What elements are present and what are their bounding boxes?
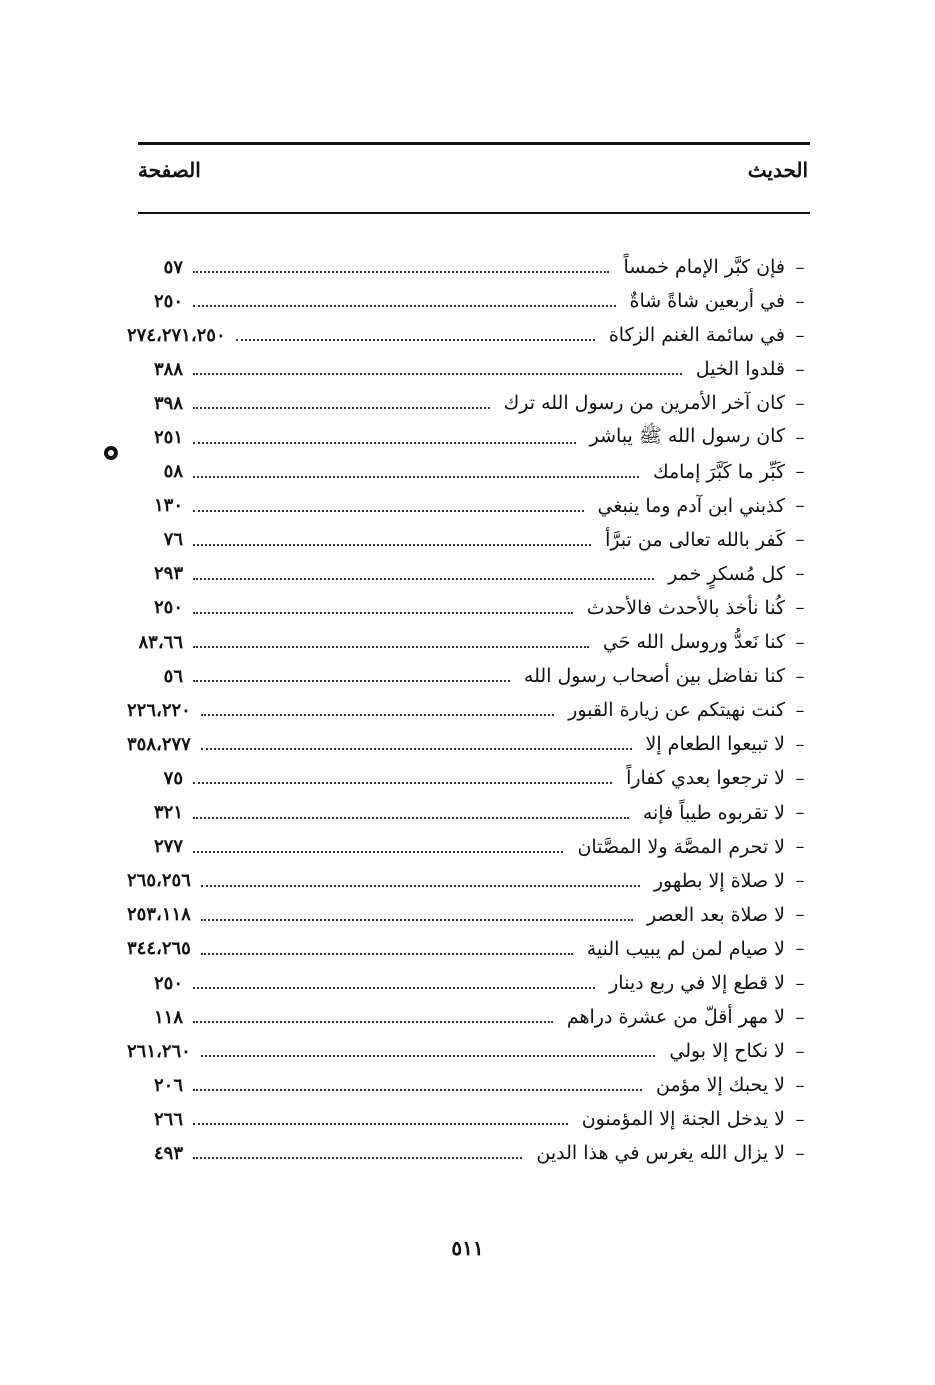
header-bottom-rule (138, 212, 810, 214)
index-entry (125, 830, 815, 864)
entry-page-numbers: ٣٩٨ (153, 392, 183, 414)
entry-hadith-text: لا قطع إلا في ربع دينار (609, 972, 785, 995)
index-entry (125, 1068, 815, 1102)
dot-leader (193, 269, 609, 273)
entry-dash: – (795, 972, 805, 994)
dot-leader (201, 883, 640, 887)
entry-hadith-text: لا يحبك إلا مؤمن (655, 1074, 785, 1097)
entry-page-numbers: ٣٨٨ (153, 358, 183, 380)
dot-leader (193, 644, 589, 648)
dot-leader (193, 576, 654, 580)
entry-dash: – (795, 767, 805, 789)
dot-leader (193, 1121, 568, 1125)
entry-dash: – (795, 529, 805, 551)
entry-hadith-text: في أربعين شاةً شاةٌ (629, 290, 785, 313)
entry-dash: – (795, 427, 805, 449)
dot-leader (193, 1087, 642, 1091)
dot-leader (193, 678, 510, 682)
entry-page-numbers: ٢٧٤،٢٧١،٢٥٠ (127, 324, 226, 346)
entry-hadith-text: كذبني ابن آدم وما ينبغي (597, 494, 785, 517)
entry-dash: – (795, 563, 805, 585)
entry-hadith-text: قلدوا الخيل (695, 358, 785, 381)
index-entry (125, 284, 815, 318)
dot-leader (193, 371, 682, 375)
entry-hadith-text: كُنا نأخذ بالأحدث فالأحدث (586, 596, 785, 619)
entry-page-numbers: ١٣٠ (153, 495, 183, 517)
index-entry (125, 591, 815, 625)
entry-dash: – (795, 904, 805, 926)
entry-hadith-text: لا يزال الله يغرس في هذا الدين (536, 1142, 785, 1165)
entry-hadith-text: كَبِّر ما كَبَّرَ إمامك (652, 460, 785, 483)
entry-page-numbers: ٣٤٤،٢٦٥ (127, 938, 191, 960)
entry-page-numbers: ٥٧ (163, 256, 183, 278)
entry-page-numbers: ٢٥٠ (153, 972, 183, 994)
entry-page-numbers: ٢٢٦،٢٢٠ (127, 699, 191, 721)
index-entry (125, 1136, 815, 1170)
index-entry (125, 557, 815, 591)
entry-hadith-text: لا صلاة إلا بطهور (653, 869, 785, 892)
index-entry (125, 1034, 815, 1068)
entry-hadith-text: كل مُسكرٍ خمر (668, 562, 785, 585)
entry-dash: – (795, 870, 805, 892)
entry-hadith-text: فإن كبَّر الإمام خمساً (623, 256, 785, 279)
entry-page-numbers: ٢٠٦ (153, 1074, 183, 1096)
index-entry (125, 318, 815, 352)
index-entry (125, 966, 815, 1000)
entry-dash: – (795, 631, 805, 653)
column-header-page: الصفحة (138, 158, 201, 182)
dot-leader (193, 542, 591, 546)
hadith-index-list (125, 250, 815, 1171)
dot-leader (193, 508, 584, 512)
entry-page-numbers: ٢٥٠ (153, 290, 183, 312)
entry-page-numbers: ١١٨ (153, 1006, 183, 1028)
entry-page-numbers: ٢٦١،٢٦٠ (127, 1040, 191, 1062)
entry-page-numbers: ٢٦٦ (153, 1108, 183, 1130)
top-rule (138, 142, 810, 145)
entry-dash: – (795, 392, 805, 414)
dot-leader (236, 337, 595, 341)
index-entry (125, 523, 815, 557)
entry-dash: – (795, 1142, 805, 1164)
entry-dash: – (795, 699, 805, 721)
dot-leader (193, 1019, 553, 1023)
dot-leader (193, 303, 616, 307)
entry-hadith-text: كَفر بالله تعالى من تبرَّأ (605, 528, 785, 551)
entry-page-numbers: ٢٥١ (153, 427, 183, 449)
entry-dash: – (795, 358, 805, 380)
page-number: ٥١١ (451, 1236, 484, 1260)
index-entry (125, 796, 815, 830)
index-entry (125, 693, 815, 727)
entry-dash: – (795, 733, 805, 755)
index-entry (125, 932, 815, 966)
entry-page-numbers: ٣٢١ (153, 802, 183, 824)
column-header-hadith: الحديث (747, 158, 808, 182)
index-entry (125, 864, 815, 898)
dot-leader (193, 849, 563, 853)
entry-dash: – (795, 1074, 805, 1096)
entry-hadith-text: لا نكاح إلا بولي (669, 1040, 785, 1063)
entry-dash: – (795, 836, 805, 858)
entry-dash: – (795, 461, 805, 483)
entry-dash: – (795, 665, 805, 687)
dot-leader (201, 746, 632, 750)
index-entry (125, 727, 815, 761)
index-entry (125, 420, 815, 454)
entry-page-numbers: ٧٦ (163, 529, 183, 551)
entry-page-numbers: ٢٥٠ (153, 597, 183, 619)
entry-dash: – (795, 1040, 805, 1062)
dot-leader (201, 951, 573, 955)
index-entry (125, 386, 815, 420)
entry-hadith-text: لا تحرم المصَّة ولا المصَّتان (577, 835, 785, 858)
index-entry (125, 1000, 815, 1034)
dot-leader (201, 917, 633, 921)
entry-page-numbers: ٤٩٣ (153, 1142, 183, 1164)
index-entry (125, 898, 815, 932)
entry-dash: – (795, 495, 805, 517)
entry-hadith-text: لا مهر أقلّ من عشرة دراهم (566, 1006, 785, 1029)
dot-leader (193, 440, 576, 444)
entry-hadith-text: لا صيام لمن لم يبيب النية (586, 937, 785, 960)
entry-page-numbers: ٣٥٨،٢٧٧ (127, 733, 191, 755)
entry-dash: – (795, 1108, 805, 1130)
entry-dash: – (795, 938, 805, 960)
index-entry (125, 659, 815, 693)
index-entry (125, 489, 815, 523)
index-entry (125, 761, 815, 795)
entry-hadith-text: كنا نفاضل بين أصحاب رسول الله (523, 665, 785, 688)
entry-dash: – (795, 597, 805, 619)
dot-leader (193, 405, 490, 409)
index-entry (125, 1102, 815, 1136)
entry-page-numbers: ٢٩٣ (153, 563, 183, 585)
dot-leader (201, 712, 554, 716)
entry-hadith-text: لا تبيعوا الطعام إلا (645, 733, 785, 756)
entry-hadith-text: لا صلاة بعد العصر (646, 903, 785, 926)
entry-hadith-text: لا يدخل الجنة إلا المؤمنون (581, 1108, 785, 1131)
entry-dash: – (795, 256, 805, 278)
entry-dash: – (795, 290, 805, 312)
entry-dash: – (795, 324, 805, 346)
entry-hadith-text: كان رسول الله ﷺ يباشر (589, 424, 785, 447)
index-entry (125, 625, 815, 659)
entry-page-numbers: ٢٧٧ (153, 836, 183, 858)
entry-hadith-text: لا ترجعوا بعدي كفاراً (626, 767, 785, 790)
entry-hadith-text: كنا نَعدُّ وروسل الله حَي (602, 631, 785, 654)
index-entry (125, 250, 815, 284)
dot-leader (201, 1053, 656, 1057)
entry-hadith-text: لا تقربوه طيباً فإنه (642, 801, 785, 824)
entry-page-numbers: ٢٥٣،١١٨ (127, 904, 191, 926)
entry-page-numbers: ٥٨ (163, 461, 183, 483)
entry-dash: – (795, 802, 805, 824)
entry-page-numbers: ٧٥ (163, 767, 183, 789)
dot-leader (193, 1155, 522, 1159)
dot-leader (193, 780, 612, 784)
entry-page-numbers: ٨٣،٦٦ (138, 631, 183, 653)
margin-circle-mark (104, 446, 118, 460)
entry-page-numbers: ٢٦٥،٢٥٦ (127, 870, 191, 892)
dot-leader (193, 985, 595, 989)
index-entry (125, 352, 815, 386)
dot-leader (193, 610, 573, 614)
entry-hadith-text: كان آخر الأمرين من رسول الله ترك (503, 392, 785, 415)
entry-page-numbers: ٥٦ (163, 665, 183, 687)
entry-hadith-text: كنت نهيتكم عن زيارة القبور (568, 699, 785, 722)
dot-leader (193, 815, 629, 819)
index-entry (125, 455, 815, 489)
entry-dash: – (795, 1006, 805, 1028)
dot-leader (193, 474, 639, 478)
entry-hadith-text: في سائمة الغنم الزكاة (608, 324, 785, 347)
